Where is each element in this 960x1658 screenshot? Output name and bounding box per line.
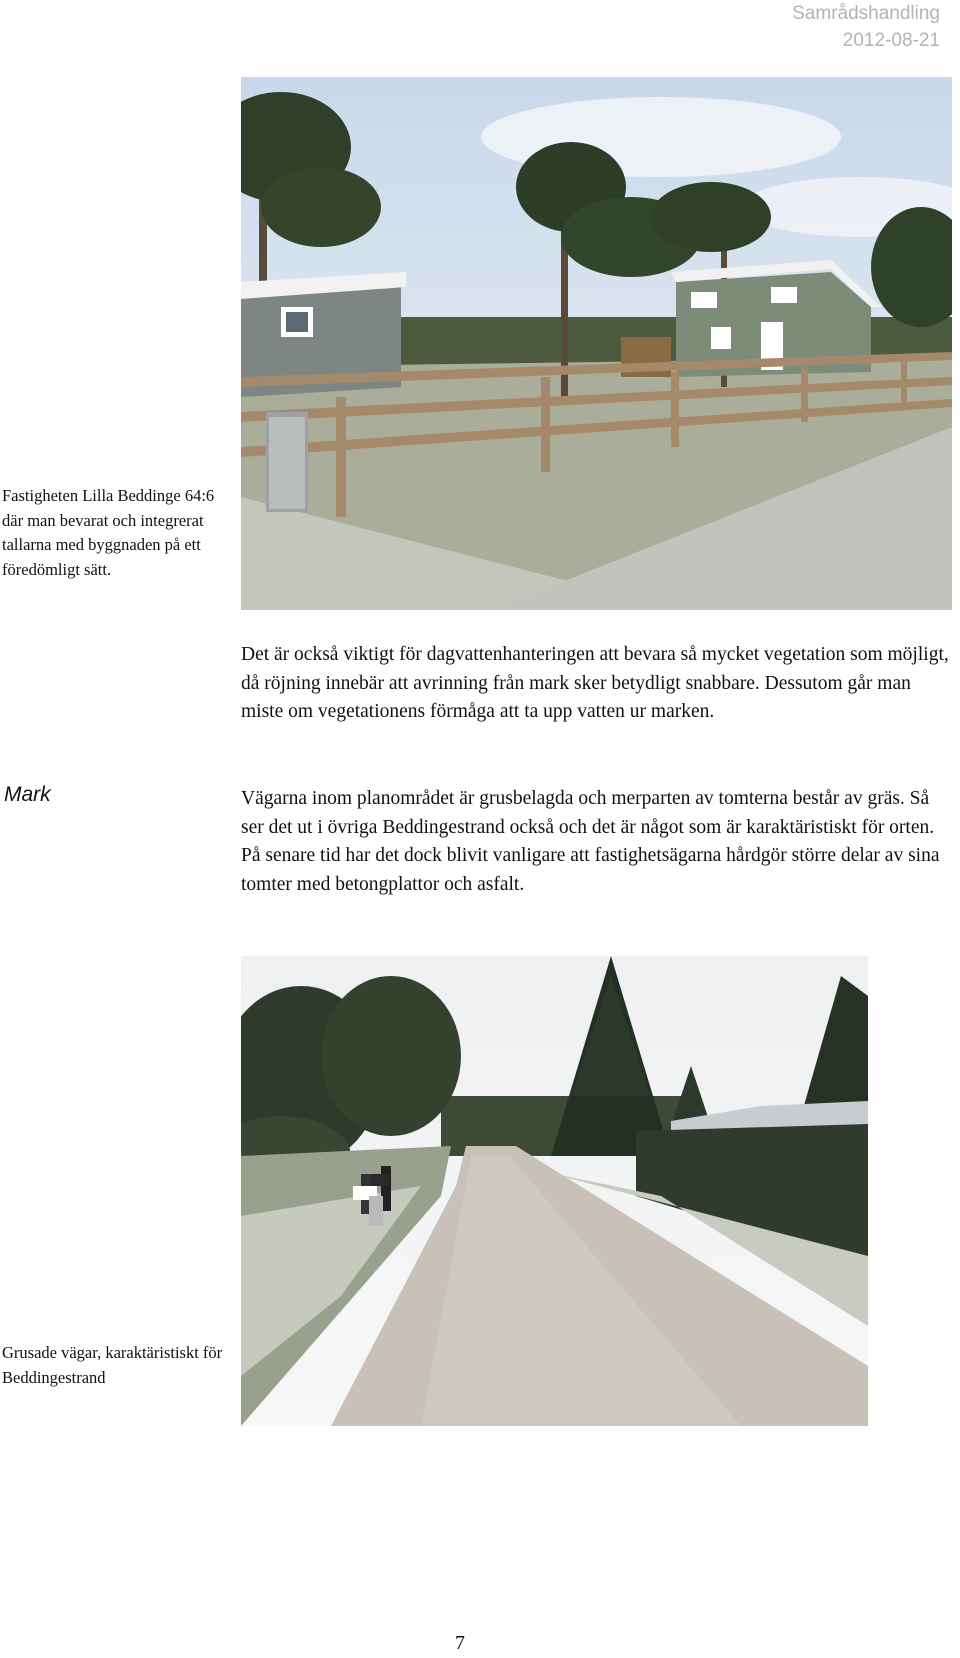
paragraph-stormwater: Det är också viktigt för dagvattenhanteringen att bevara så mycket vegetation som möjligt, då röjning innebär att avrinning från mark sker betydligt snabbare. Dessutom går man miste om vegetationens förmåga att ta upp vatten ur marken. bbox=[241, 644, 949, 722]
document-header bbox=[792, 0, 940, 54]
page-number: 7 bbox=[455, 1632, 465, 1654]
property-photo bbox=[241, 77, 952, 610]
header-title: Samrådshandling bbox=[792, 3, 940, 24]
paragraph-mark: Vägarna inom planområdet är grusbelagda och merparten av tomterna består av gräs. Så ser det ut i övriga Beddingestrand också och det är något som är karaktäristiskt för orten. På senare tid har det dock blivit vanligare att fastighetsägarna hårdgör större delar av sina tomter med betongplattor och asfalt. bbox=[241, 788, 940, 895]
header-date: 2012-08-21 bbox=[842, 30, 940, 51]
gravel-road-caption: Grusade vägar, karaktäristiskt för Beddingestrand bbox=[2, 1343, 223, 1387]
gravel-road-photo bbox=[241, 956, 868, 1426]
section-heading-mark: Mark bbox=[4, 783, 51, 806]
property-photo-caption: Fastigheten Lilla Beddinge 64:6 där man bevarat och integrerat tallarna med byggnaden på ett föredömligt sätt. bbox=[2, 486, 215, 579]
gravel-road-photo-illustration bbox=[241, 956, 868, 1426]
property-photo-illustration bbox=[241, 77, 952, 610]
